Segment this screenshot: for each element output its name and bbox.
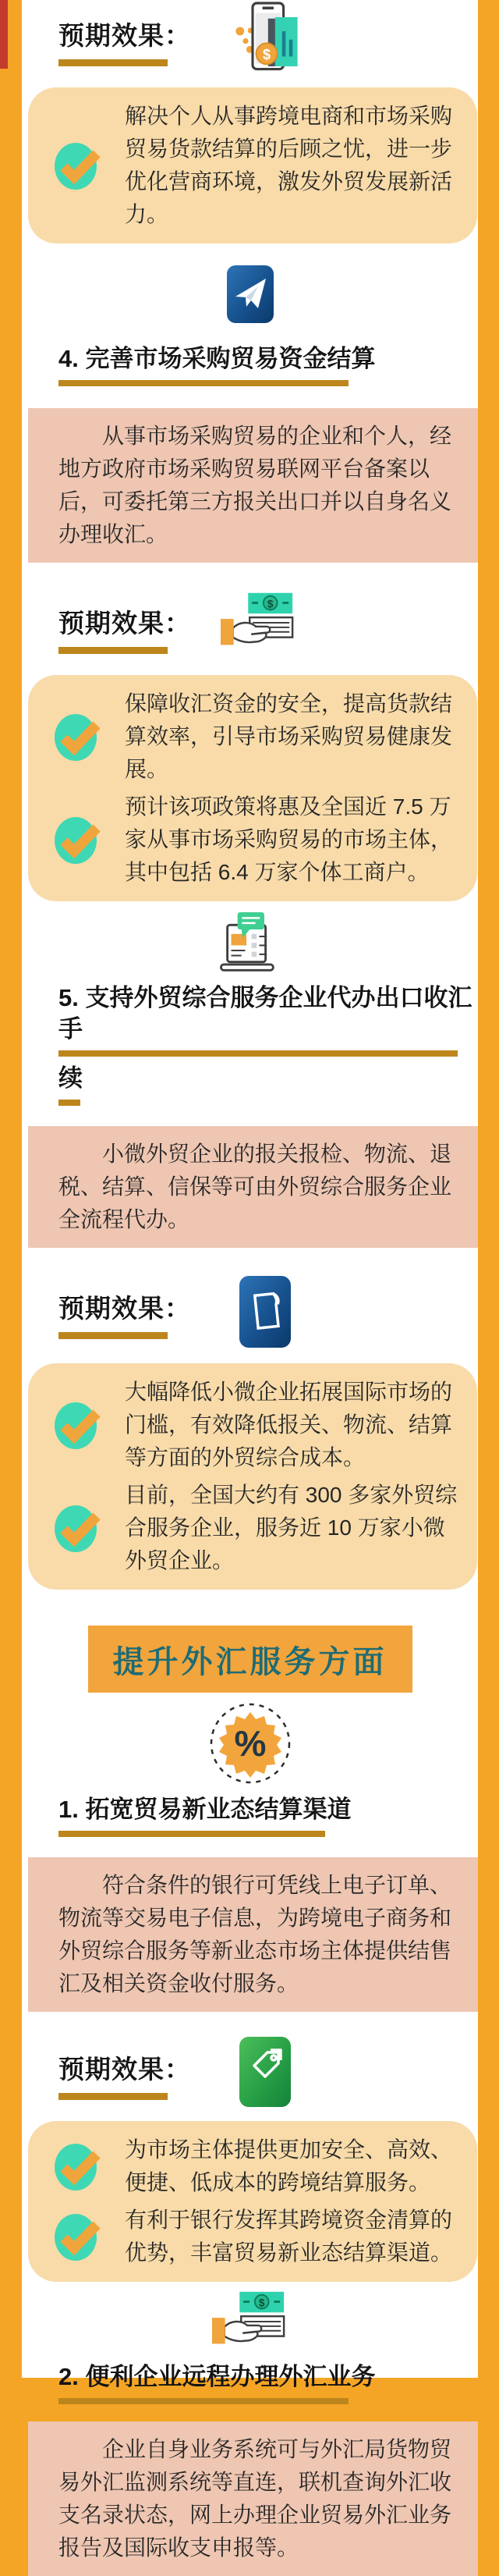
- section5-title-line2: 续: [58, 1064, 83, 1092]
- effect-text: 目前，全国大约有 300 多家外贸综合服务企业，服务近 10 万家小微外贸企业。: [125, 1483, 458, 1572]
- effect-text: 为市场主体提供更加安全、高效、便捷、低成本的跨境结算服务。: [125, 2137, 453, 2194]
- checkmark-icon: [28, 1400, 125, 1450]
- effect-box-top: [28, 87, 477, 243]
- expected-effect-label: 预期效果：: [58, 2055, 191, 2084]
- banner-title: 提升外汇服务方面: [112, 1644, 388, 1679]
- section4-body-text: 从事市场采购贸易的企业和个人，经地方政府市场采购贸易联网平台备案以后，可委托第三方报关出口并以自身名义办理收汇。: [58, 424, 452, 546]
- green-tag-icon: [239, 2037, 291, 2111]
- money-hand-icon: [22, 2291, 478, 2354]
- check-item: [28, 791, 462, 889]
- effect-text: 解决个人从事跨境电商和市场采购贸易货款结算的后顾之忧，进一步优化营商环境，激发外贸发展新活力。: [125, 104, 453, 226]
- sub2-title-underline: [58, 2398, 349, 2404]
- effect-text: 有利于银行发挥其跨境资金清算的优势，丰富贸易新业态结算渠道。: [125, 2208, 453, 2265]
- percent-badge-icon: [22, 1702, 478, 1785]
- checkmark-icon: [28, 1503, 125, 1553]
- effect-text: 预计该项政策将惠及全国近 7.5 万家从事市场采购贸易的市场主体，其中包括 6.4 万家个体工商户。: [125, 794, 453, 884]
- section5-title-underline-short: [58, 1100, 80, 1106]
- effect-text: 大幅降低小微企业拓展国际市场的门槛，有效降低报关、物流、结算等方面的外贸综合成本。: [125, 1380, 453, 1469]
- gold-underline: [58, 59, 168, 66]
- expected-effect-label-wrap: [58, 16, 191, 66]
- expected-effect-label: 预期效果：: [58, 1294, 191, 1323]
- expected-effect-header-1: [22, 0, 478, 81]
- phone-payment-icon: [232, 0, 302, 80]
- section5-title-underline: [58, 1050, 458, 1057]
- check-item: [28, 2134, 462, 2199]
- sub1-effects-box: [28, 2121, 477, 2282]
- checkmark-icon: [28, 2212, 125, 2262]
- money-hand-icon: [221, 592, 297, 659]
- expected-effect-header-3: [22, 1276, 478, 1348]
- red-edge-decoration: [0, 0, 8, 69]
- section5-body-box: [28, 1126, 478, 1248]
- sub1-body-text: 符合条件的银行可凭线上电子订单、物流等交易电子信息，为跨境电子商务和外贸综合服务等新业态市场主体提供结售汇及相关资金收付服务。: [58, 1873, 452, 1995]
- section4-title: 4. 完善市场采购贸易资金结算: [58, 345, 376, 372]
- check-item: [28, 1479, 462, 1577]
- section4-body-box: [28, 408, 478, 563]
- sub1-body-box: [28, 1857, 478, 2012]
- expected-effect-header-4: [22, 2037, 478, 2109]
- section5-effects-box: [28, 1363, 477, 1590]
- check-item: [28, 100, 462, 231]
- checkmark-icon: [28, 712, 125, 762]
- svg-text:$: $: [267, 598, 274, 610]
- sub2-body-text: 企业自身业务系统可与外汇局货物贸易外汇监测系统等直连，联机查询外汇收支名录状态，网上办理企业贸易外汇业务报告及国际收支申报等。: [58, 2437, 452, 2560]
- expected-effect-label-wrap: [58, 603, 191, 654]
- expected-effect-label: 预期效果：: [58, 21, 191, 50]
- content-panel: [22, 0, 478, 2560]
- sub2-title: 2. 便利企业远程办理外汇业务: [58, 2363, 376, 2390]
- gold-underline: [58, 647, 168, 654]
- sub1-title: 1. 拓宽贸易新业态结算渠道: [58, 1796, 352, 1823]
- svg-text:$: $: [262, 47, 271, 62]
- check-item: [28, 1376, 462, 1474]
- laptop-message-icon: [22, 912, 478, 975]
- section5-title-line1: 5. 支持外贸综合服务企业代办出口收汇手: [58, 984, 472, 1043]
- blue-document-icon: [239, 1276, 291, 1352]
- effect-text: 保障收汇资金的安全，提高货款结算效率，引导市场采购贸易健康发展。: [125, 691, 453, 781]
- expected-effect-label-wrap: [58, 1288, 191, 1339]
- section5-body-text: 小微外贸企业的报关报检、物流、退税、结算、信保等可由外贸综合服务企业全流程代办。: [58, 1142, 452, 1231]
- expected-effect-label-wrap: [58, 2049, 191, 2100]
- section4-title-underline: [58, 380, 349, 386]
- sub2-body-box: [28, 2421, 478, 2576]
- check-item: [28, 2204, 462, 2269]
- gold-underline: [58, 2093, 168, 2100]
- svg-text:%: %: [234, 1723, 266, 1764]
- checkmark-icon: [28, 140, 125, 190]
- expected-effect-label: 预期效果：: [58, 609, 191, 638]
- expected-effect-header-2: [22, 592, 478, 659]
- section-banner: [88, 1626, 412, 1693]
- sub1-title-underline: [58, 1831, 325, 1837]
- check-item: [28, 688, 462, 786]
- gold-underline: [58, 1332, 168, 1339]
- svg-text:$: $: [258, 2297, 265, 2309]
- checkmark-icon: [28, 815, 125, 865]
- section4-effects-box: [28, 675, 477, 901]
- paper-plane-icon: [22, 265, 478, 323]
- checkmark-icon: [28, 2141, 125, 2191]
